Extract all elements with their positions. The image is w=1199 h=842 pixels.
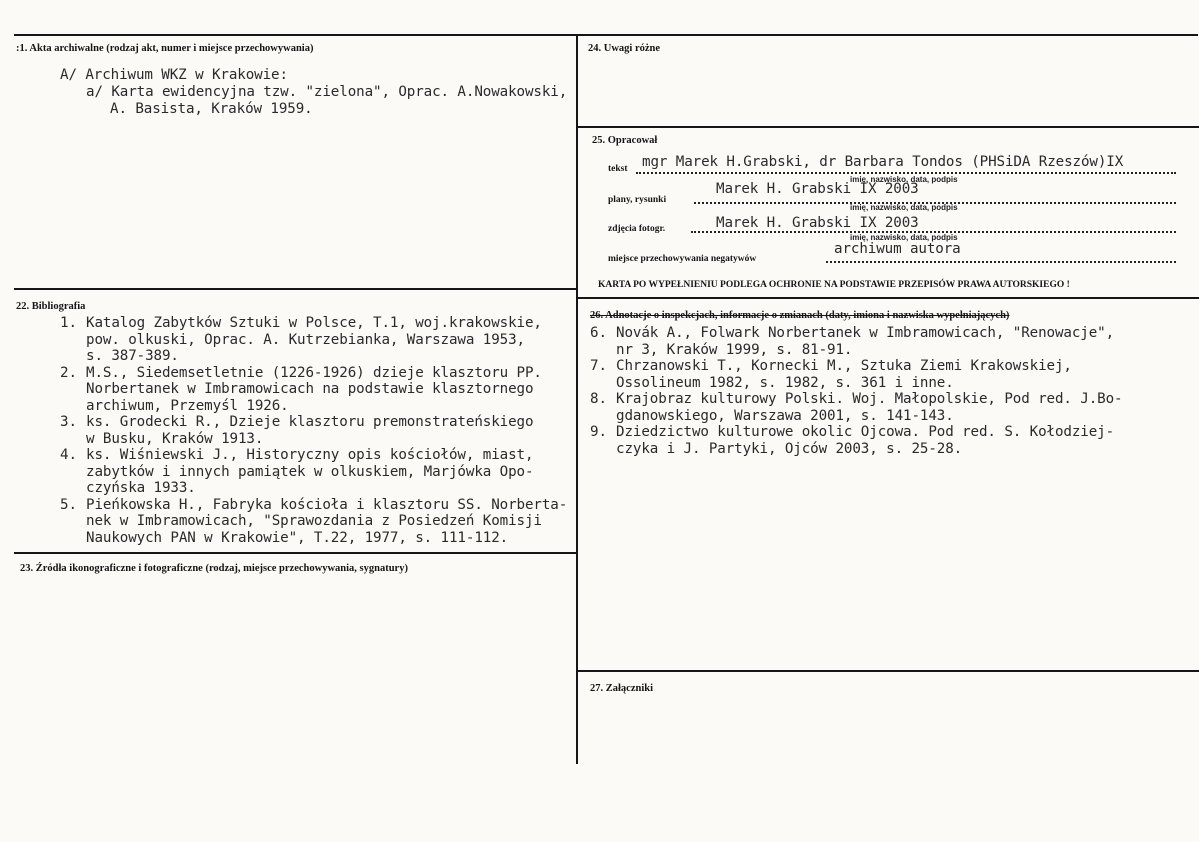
zdjecia-caption: imię, nazwisko, data, podpis xyxy=(850,233,958,242)
entry-line: s. 387-389. xyxy=(86,348,179,364)
copyright-notice: KARTA PO WYPEŁNIENIU PODLEGA OCHRONIE NA PODSTAWIE PRZEPISÓW PRAWA AUTORSKIEGO ! xyxy=(598,280,1070,290)
entry-line: Pieńkowska H., Fabryka kościoła i klasztoru SS. Norberta- xyxy=(86,496,568,513)
top-border xyxy=(14,34,1198,36)
entry-line: czyńska 1933. xyxy=(86,480,196,496)
entry-line: ks. Wiśniewski J., Historyczny opis kościołów, miast, xyxy=(86,447,534,463)
entry-line: Chrzanowski T., Kornecki M., Sztuka Ziemi Krakowskiej, xyxy=(616,358,1072,374)
center-divider xyxy=(576,35,578,764)
tekst-value: mgr Marek H.Grabski, dr Barbara Tondos (PHSiDA Rzeszów)IX xyxy=(642,154,1124,170)
section-21-title: :1. Akta archiwalne (rodzaj akt, numer i miejsce przechowywania) xyxy=(16,43,314,54)
entry-number: 9. xyxy=(590,424,607,440)
plany-label: plany, rysunki xyxy=(608,195,667,205)
section-23-title: 23. Źródła ikonograficzne i fotograficzne (rodzaj, miejsce przechowywania, sygnatury) xyxy=(20,563,408,574)
entry-line: Norbertanek w Imbramowicach na podstawie klasztornego xyxy=(86,381,534,397)
entry-line: M.S., Siedemsetletnie (1226-1926) dzieje klasztoru PP. xyxy=(86,364,542,381)
entry-number: 3. xyxy=(60,414,77,430)
entry-line: czyka i J. Partyki, Ojców 2003, s. 25-28. xyxy=(616,440,963,457)
entry-number: 5. xyxy=(60,496,77,513)
entry-line: Krajobraz kulturowy Polski. Woj. Małopolskie, Pod red. J.Bo- xyxy=(616,391,1123,407)
section-26-title: 26. Adnotacje o inspekcjach, informacje o zmianach (daty, imiona i nazwiska wypełniających) xyxy=(590,310,1010,321)
right-divider-26-27 xyxy=(577,670,1199,672)
entry-line: Naukowych PAN w Krakowie", T.22, 1977, s. 111-112. xyxy=(86,529,509,546)
miejsce-dotted-line xyxy=(826,261,1176,263)
entry-line: zabytków i innych pamiątek w olkuskiem, Marjówka Opo- xyxy=(86,463,534,480)
entry-line: w Busku, Kraków 1913. xyxy=(86,430,264,447)
section-25-title: 25. Opracował xyxy=(592,135,658,146)
archives-line-1: A/ Archiwum WKZ w Krakowie: xyxy=(60,67,288,83)
entry-number: 6. xyxy=(590,325,607,341)
entry-line: archiwum, Przemyśl 1926. xyxy=(86,397,289,414)
plany-caption: imię, nazwisko, data, podpis xyxy=(850,203,958,212)
entry-line: nr 3, Kraków 1999, s. 81-91. xyxy=(616,341,853,358)
entry-line: Dziedzictwo kulturowe okolic Ojcowa. Pod red. S. Kołodziej- xyxy=(616,424,1115,440)
section-27-title: 27. Załączniki xyxy=(590,683,654,694)
entry-number: 7. xyxy=(590,358,607,374)
entry-line: gdanowskiego, Warszawa 2001, s. 141-143. xyxy=(616,407,954,424)
entry-number: 8. xyxy=(590,391,607,407)
section-24-title: 24. Uwagi różne xyxy=(588,43,661,54)
archives-line-3: A. Basista, Kraków 1959. xyxy=(110,101,313,117)
right-divider-25-26 xyxy=(577,297,1199,299)
right-divider-24-25 xyxy=(577,126,1199,128)
zdjecia-value: Marek H. Grabski IX 2003 xyxy=(716,215,919,231)
entry-line: nek w Imbramowicach, "Sprawozdania z Posiedzeń Komisji xyxy=(86,513,542,529)
entry-line: pow. olkuski, Oprac. A. Kutrzebianka, Warszawa 1953, xyxy=(86,331,525,348)
entry-number: 1. xyxy=(60,315,77,331)
tekst-label: tekst xyxy=(608,164,628,174)
entry-line: ks. Grodecki R., Dzieje klasztoru premonstrateńskiego xyxy=(86,414,534,430)
tekst-caption: imię, nazwisko, data, podpis xyxy=(850,175,958,184)
miejsce-value: archiwum autora xyxy=(834,241,961,257)
zdjecia-label: zdjęcia fotogr. xyxy=(608,224,666,234)
left-divider-21-22 xyxy=(14,288,577,290)
entry-line: Ossolineum 1982, s. 1982, s. 361 i inne. xyxy=(616,374,954,391)
archives-line-2: a/ Karta ewidencyjna tzw. "zielona", Oprac. A.Nowakowski, xyxy=(86,84,568,100)
entry-number: 2. xyxy=(60,364,77,381)
entry-number: 4. xyxy=(60,447,77,463)
tekst-dotted-line xyxy=(636,172,1176,174)
miejsce-label: miejsce przechowywania negatywów xyxy=(608,254,757,264)
entry-line: Novák A., Folwark Norbertanek w Imbramowicach, "Renowacje", xyxy=(616,325,1115,341)
left-divider-22-23 xyxy=(14,552,577,554)
section-22-title: 22. Bibliografia xyxy=(16,301,86,312)
plany-value: Marek H. Grabski IX 2003 xyxy=(716,181,919,197)
entry-line: Katalog Zabytków Sztuki w Polsce, T.1, woj.krakowskie, xyxy=(86,315,542,331)
